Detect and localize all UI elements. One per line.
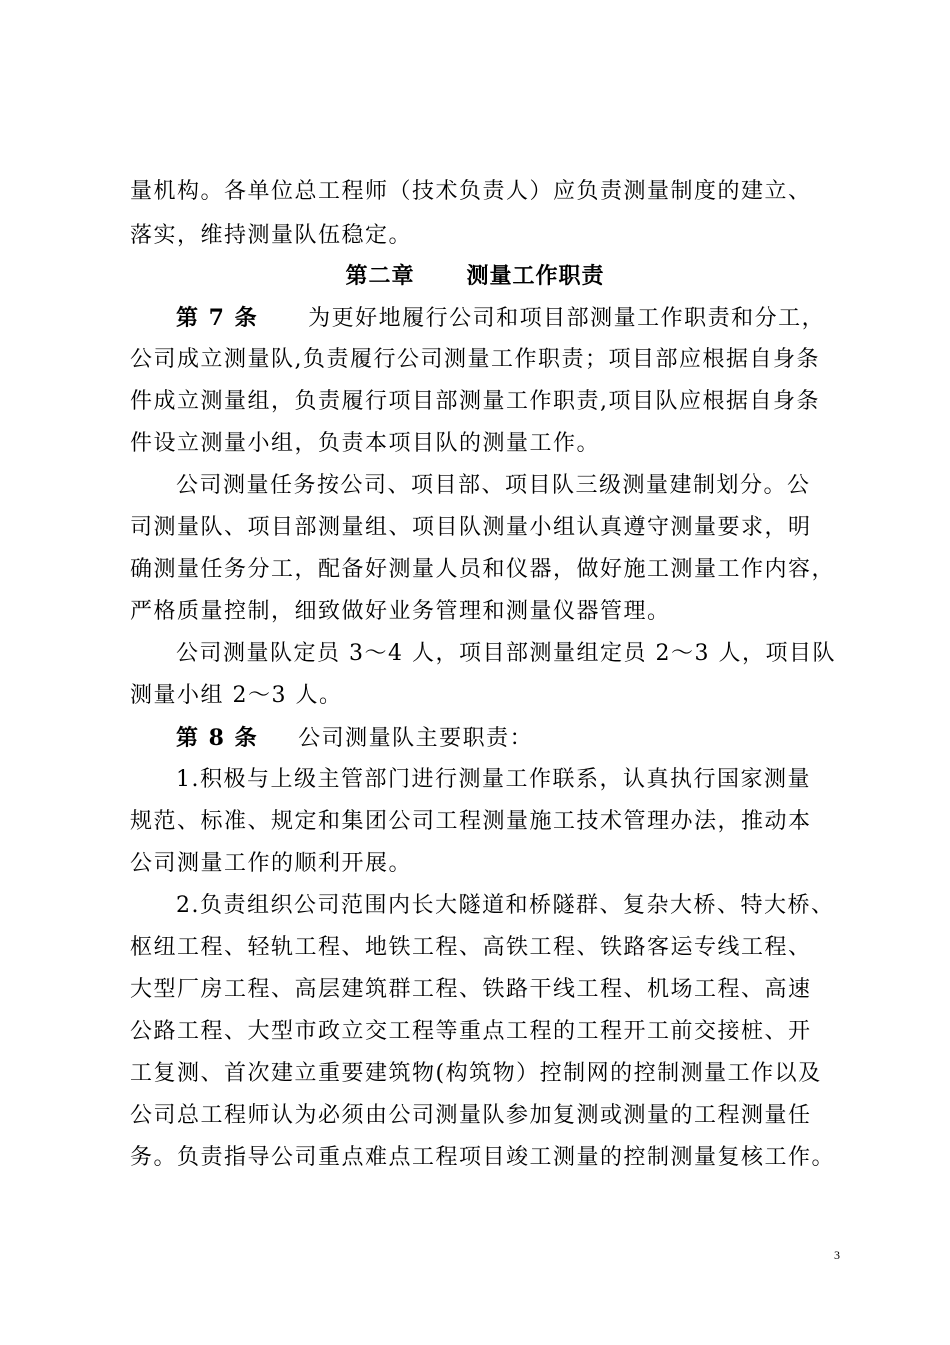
staff-line-2: 测量小组 2～3 人。 [130,683,343,708]
chapter-heading: 第二章 测量工作职责 [345,263,605,289]
tasks-line-3: 确测量任务分工，配备好测量人员和仪器，做好施工测量工作内容， [130,557,836,582]
item-2-line-1: 2.负责组织公司范围内长大隧道和桥隧群、复杂大桥、特大桥、 [176,893,835,918]
article-7-line-2: 公司成立测量队,负责履行公司测量工作职责；项目部应根据自身条 [130,347,820,372]
article-7-line-4: 件设立测量小组，负责本项目队的测量工作。 [130,431,601,456]
item-1-line-2: 规范、标准、规定和集团公司工程测量施工技术管理办法，推动本 [130,809,812,834]
item-1-line-3: 公司测量工作的顺利开展。 [130,851,413,876]
article-7-line-3: 件成立测量组，负责履行项目部测量工作职责,项目队应根据自身条 [130,389,820,414]
article-8-label: 第 8 条 [176,725,259,751]
item-1-line-1: 1.积极与上级主管部门进行测量工作联系，认真执行国家测量 [176,767,811,792]
article-8-text: 公司测量队主要职责： [298,726,534,751]
item-2-line-7: 务。负责指导公司重点难点工程项目竣工测量的控制测量复核工作。 [130,1145,836,1170]
item-2-line-6: 公司总工程师认为必须由公司测量队参加复测或测量的工程测量任 [130,1103,812,1128]
intro-line-1: 量机构。各单位总工程师（技术负责人）应负责测量制度的建立、 [130,179,812,204]
item-2-line-2: 枢纽工程、轻轨工程、地铁工程、高铁工程、铁路客运专线工程、 [130,935,812,960]
article-7-label: 第 7 条 [176,305,259,331]
tasks-line-2: 司测量队、项目部测量组、项目队测量小组认真遵守测量要求，明 [130,515,812,540]
page-number: 3 [834,1248,840,1262]
tasks-line-1: 公司测量任务按公司、项目部、项目队三级测量建制划分。公 [176,473,811,498]
tasks-line-4: 严格质量控制，细致做好业务管理和测量仪器管理。 [130,599,671,624]
article-8-line [176,722,836,754]
intro-line-2: 落实，维持测量队伍稳定。 [130,223,413,248]
item-2-line-3: 大型厂房工程、高层建筑群工程、铁路干线工程、机场工程、高速 [130,977,812,1002]
article-7-first-line [176,302,836,334]
staff-line-1: 公司测量队定员 3～4 人，项目部测量组定员 2～3 人，项目队 [176,641,836,666]
item-2-line-4: 公路工程、大型市政立交工程等重点工程的工程开工前交接桩、开 [130,1019,812,1044]
item-2-line-5: 工复测、首次建立重要建筑物(构筑物）控制网的控制测量工作以及 [130,1061,822,1086]
article-7-text-1: 为更好地履行公司和项目部测量工作职责和分工， [308,306,826,331]
